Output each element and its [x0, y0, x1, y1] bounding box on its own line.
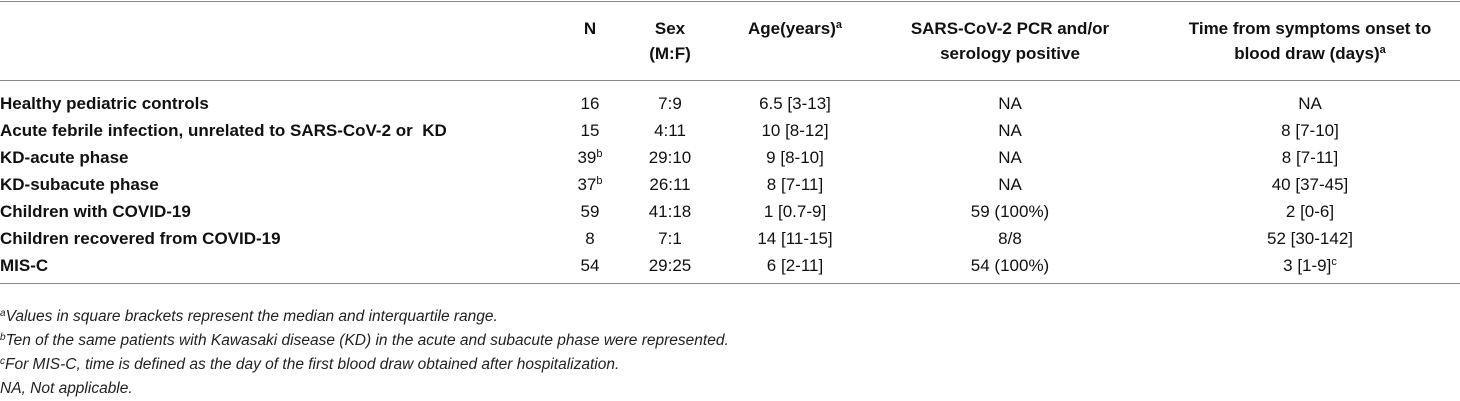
cell-pcr: NA — [998, 175, 1022, 194]
header-pcr-line2: serology positive — [940, 44, 1080, 63]
cell-n-sup: b — [596, 148, 603, 160]
header-n: N — [583, 19, 597, 38]
cell-n — [560, 144, 620, 171]
cell-time — [1160, 144, 1460, 171]
cell-pcr: NA — [998, 148, 1022, 167]
cell-sex: 7:1 — [658, 229, 682, 248]
row-label: MIS-C — [0, 256, 49, 275]
cell-n — [560, 225, 620, 252]
cell-time-value: 8 [7-10] — [1281, 121, 1339, 140]
cell-n-value: 37 — [577, 175, 597, 194]
cell-sex: 29:25 — [648, 256, 692, 275]
row-label: Healthy pediatric controls — [0, 94, 209, 113]
table-row — [0, 198, 1460, 225]
cell-time — [1160, 198, 1460, 225]
header-time-line2: blood draw (days) — [1234, 44, 1380, 63]
footnote — [0, 305, 729, 329]
cell-sex: 4:11 — [654, 121, 686, 140]
cell-pcr: 8/8 — [998, 229, 1022, 248]
cell-time-value: NA — [1298, 94, 1322, 113]
header-pcr-line1: SARS-CoV-2 PCR and/or — [910, 19, 1110, 38]
header-age-sup: a — [835, 19, 842, 31]
footnote-mark: c — [0, 356, 5, 367]
table-row — [0, 252, 1460, 279]
table-row — [0, 144, 1460, 171]
footnote-mark: b — [0, 332, 6, 343]
row-label: Children with COVID-19 — [0, 202, 191, 221]
header-sex-line2: (M:F) — [649, 44, 691, 63]
cell-n-sup: b — [596, 175, 603, 187]
table-row — [0, 90, 1460, 117]
header-sex — [630, 16, 710, 66]
table-top-rule — [0, 1, 1460, 2]
cell-age: 6 [2-11] — [766, 256, 824, 275]
cell-time — [1160, 171, 1460, 198]
cell-n-value: 59 — [580, 202, 600, 221]
header-sex-line1: Sex — [654, 19, 686, 38]
cell-age: 14 [11-15] — [757, 229, 833, 248]
cell-time — [1160, 252, 1460, 279]
footnote-mark: a — [0, 308, 6, 319]
cell-n-value: 54 — [580, 256, 600, 275]
cell-age: 10 [8-12] — [761, 121, 829, 140]
row-label: KD-acute phase — [0, 148, 129, 167]
cell-time-value: 52 [30-142] — [1266, 229, 1353, 248]
cell-n — [560, 90, 620, 117]
footnote — [0, 353, 729, 377]
cell-time — [1160, 90, 1460, 117]
cell-n — [560, 171, 620, 198]
header-age — [725, 16, 865, 41]
cell-pcr: 54 (100%) — [970, 256, 1050, 275]
cell-time — [1160, 225, 1460, 252]
cell-pcr: 59 (100%) — [970, 202, 1050, 221]
cell-time-value: 3 [1-9] — [1283, 256, 1332, 275]
cell-sex: 7:9 — [658, 94, 682, 113]
header-age-label: Age(years) — [748, 19, 836, 38]
cell-n-value: 8 — [585, 229, 595, 248]
cell-age: 1 [0.7-9] — [763, 202, 827, 221]
cell-sex: 29:10 — [648, 148, 692, 167]
cell-pcr: NA — [998, 121, 1022, 140]
header-pcr — [875, 16, 1145, 66]
cell-time-sup: c — [1331, 256, 1337, 268]
cell-sex: 41:18 — [648, 202, 692, 221]
cell-time-value: 2 [0-6] — [1285, 202, 1335, 221]
cell-age: 8 [7-11] — [766, 175, 824, 194]
footnote — [0, 329, 729, 353]
header-time-line1: Time from symptoms onset to — [1188, 19, 1432, 38]
table-footnotes — [0, 305, 729, 401]
cell-n-value: 16 — [580, 94, 600, 113]
cell-n — [560, 252, 620, 279]
table-bottom-rule — [0, 283, 1460, 284]
footnote-text: For MIS-C, time is defined as the day of the first blood draw obtained after hospitalization. — [5, 356, 620, 373]
row-label: Children recovered from COVID-19 — [0, 229, 281, 248]
footnote — [0, 377, 729, 401]
header-time-sup: a — [1379, 44, 1386, 56]
cell-age: 9 [8-10] — [766, 148, 824, 167]
table-row — [0, 171, 1460, 198]
cell-n-value: 15 — [580, 121, 600, 140]
cell-n-value: 39 — [577, 148, 597, 167]
footnote-text: NA, Not applicable. — [0, 380, 133, 397]
cell-sex: 26:11 — [649, 175, 691, 194]
cell-time-value: 40 [37-45] — [1271, 175, 1349, 194]
header-bottom-rule — [0, 80, 1460, 81]
cell-time-value: 8 [7-11] — [1281, 148, 1339, 167]
cell-n — [560, 117, 620, 144]
row-label: Acute febrile infection, unrelated to SARS-CoV-2 or KD — [0, 121, 447, 140]
cell-time — [1160, 117, 1460, 144]
footnote-text: Values in square brackets represent the median and interquartile range. — [5, 308, 498, 325]
table-row — [0, 117, 1460, 144]
header-time — [1160, 16, 1460, 66]
cell-age: 6.5 [3-13] — [759, 94, 831, 113]
cell-n — [560, 198, 620, 225]
table-row — [0, 225, 1460, 252]
cell-pcr: NA — [998, 94, 1022, 113]
footnote-text: Ten of the same patients with Kawasaki disease (KD) in the acute and subacute phase were represented. — [5, 332, 729, 349]
row-label: KD-subacute phase — [0, 175, 159, 194]
